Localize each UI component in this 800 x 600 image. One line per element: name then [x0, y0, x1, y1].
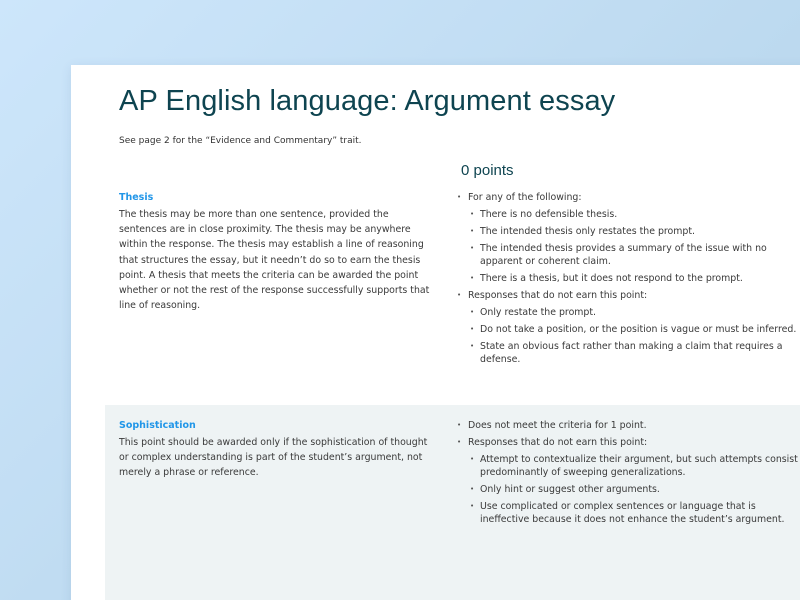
list-item-text: Responses that do not earn this point: [468, 290, 648, 301]
criterion-description: The thesis may be more than one sentence, provided the sentences are in close proximity. The thesis may be anywhere within the response. The thesis may establish a line of reasoning that structures the essay, but it needn’t do so to earn the thesis point. A thesis that meets the criteria can be awarded the point whether or not the rest of the response successfully supports that line of reasoning. [119, 209, 430, 312]
list-item [455, 436, 800, 526]
list-item: • Do not take a position, or the position is vague or must be inferred. [468, 323, 800, 336]
list-item-text: Responses that do not earn this point: [468, 437, 648, 448]
list-item: • There is a thesis, but it does not respond to the prompt. [468, 272, 800, 285]
bullet-list [455, 191, 800, 366]
list-item: • Only restate the prompt. [468, 306, 800, 319]
list-item: • Attempt to contextualize their argument, but such attempts consist predominantly of sweeping generalizations. [468, 453, 800, 479]
bullet-list [455, 419, 800, 526]
zero-points-cell [455, 191, 800, 370]
list-item: • Does not meet the criteria for 1 point. [455, 419, 800, 432]
list-item: • State an obvious fact rather than making a claim that requires a defense. [468, 340, 800, 366]
sub-list [468, 208, 800, 285]
list-item [455, 289, 800, 366]
list-item: • Only hint or suggest other arguments. [468, 483, 800, 496]
list-item: • Use complicated or complex sentences or language that is ineffective because it does not enhance the student’s argument. [468, 500, 800, 526]
sub-list [468, 306, 800, 366]
column-heading-0-points: 0 points [461, 162, 514, 179]
criterion [119, 192, 439, 313]
sub-list [468, 453, 800, 526]
criterion [119, 420, 439, 481]
list-item: • The intended thesis provides a summary of the issue with no apparent or coherent claim. [468, 242, 800, 268]
criterion-description: This point should be awarded only if the sophistication of thought or complex understanding is part of the student’s argument, not merely a phrase or reference. [119, 437, 428, 479]
rubric-row-thesis [105, 185, 800, 405]
page-subtitle: See page 2 for the “Evidence and Commentary” trait. [119, 136, 362, 146]
list-item: • The intended thesis only restates the prompt. [468, 225, 800, 238]
rubric-row-sophistication [105, 405, 800, 600]
list-item: • There is no defensible thesis. [468, 208, 800, 221]
list-item-text: For any of the following: [468, 192, 582, 203]
page-title: AP English language: Argument essay [119, 85, 616, 117]
criterion-label: Sophistication [119, 420, 196, 431]
rubric-page [71, 65, 800, 600]
list-item [455, 191, 800, 285]
criterion-label: Thesis [119, 192, 154, 203]
zero-points-cell [455, 419, 800, 530]
